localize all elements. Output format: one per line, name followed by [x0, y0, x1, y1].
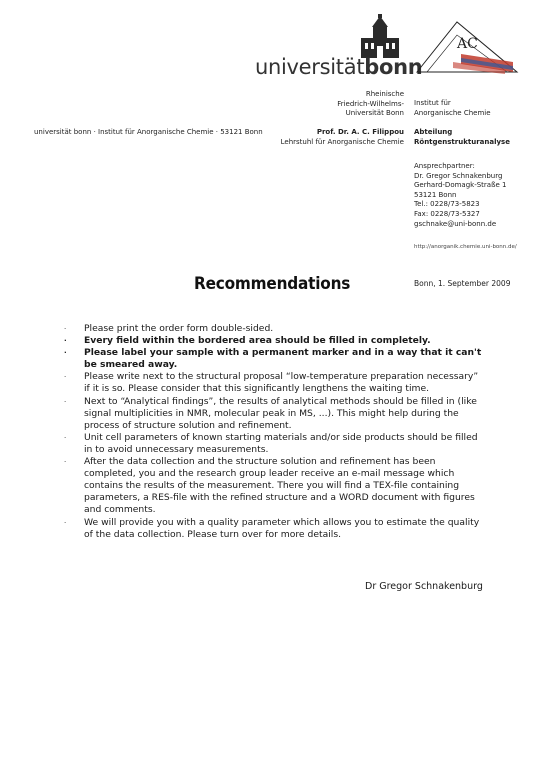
institute-name-block: [414, 99, 491, 118]
recommendation-text: Every field within the bordered area should be filled in completely.: [84, 335, 431, 347]
ac-logo-text: AC: [457, 36, 478, 52]
uni-line-2: Friedrich-Wilhelms-: [337, 99, 404, 108]
recommendation-item: [64, 371, 484, 395]
logo-text-part1: universität: [255, 55, 365, 79]
university-name-block: [300, 90, 404, 119]
department-line-2: Röntgenstrukturanalyse: [414, 137, 510, 146]
recommendation-text: Next to “Analytical findings”, the results of analytical methods should be filled in (like signal multiplicities in NMR, molecular peak in MS, ...). This might help during the process of structure solution and refinement.: [84, 395, 477, 431]
recommendation-item: [64, 432, 484, 456]
contact-person: Dr. Gregor Schnakenburg: [414, 171, 503, 180]
contact-email-link[interactable]: gschnake@uni-bonn.de: [414, 219, 497, 228]
contact-block: [414, 162, 507, 229]
professor-title: Lehrstuhl für Anorganische Chemie: [280, 137, 404, 146]
institute-url-link[interactable]: http://anorganik.chemie.uni-bonn.de/: [414, 244, 517, 250]
recommendation-item: [64, 347, 484, 371]
bullet-icon: ·: [64, 349, 67, 358]
contact-phone: Tel.: 0228/73-5823: [414, 200, 480, 209]
recommendation-item: [64, 517, 484, 541]
university-logo-text: [255, 55, 422, 79]
uni-line-1: Rheinische: [365, 90, 404, 98]
department-line-1: Abteilung: [414, 128, 453, 136]
professor-name: Prof. Dr. A. C. Filippou: [316, 128, 404, 136]
recommendation-text: Please write next to the structural proposal “low-temperature preparation necessary” if it is so. Please consider that this significantly lengthens the waiting time.: [84, 371, 479, 395]
sender-address-line: universität bonn · Institut für Anorganische Chemie · 53121 Bonn: [34, 128, 263, 136]
university-building-icon: [355, 14, 405, 58]
contact-fax: Fax: 0228/73-5327: [414, 209, 480, 218]
department-block: [414, 128, 510, 147]
recommendation-item: [64, 335, 484, 347]
ac-institute-logo-icon: [413, 18, 521, 78]
institute-line-2: Anorganische Chemie: [414, 108, 491, 117]
bullet-icon: ·: [64, 373, 67, 382]
bullet-icon: ·: [64, 433, 67, 442]
page-title: Recommendations: [194, 274, 351, 294]
document-date: Bonn, 1. September 2009: [414, 279, 511, 288]
recommendation-text: Please print the order form double-sided.: [84, 323, 274, 334]
professor-block: [250, 128, 404, 147]
recommendation-text: After the data collection and the structure solution and refinement has been completed, you and the research group leader receive an e-mail message which contains the results of the measurement. There you will find a TEX-file containing parameters, a RES-file with the refined structure and a WORD document with figures and comments.: [84, 456, 475, 516]
contact-label: Ansprechpartner:: [414, 162, 475, 170]
recommendation-text: We will provide you with a quality parameter which allows you to estimate the quality of the data collection. Please turn over for more details.: [84, 516, 480, 540]
recommendation-item: [64, 396, 484, 432]
bullet-icon: ·: [64, 518, 67, 527]
recommendation-item: [64, 323, 484, 335]
contact-city: 53121 Bonn: [414, 190, 457, 199]
bullet-icon: ·: [64, 337, 67, 346]
contact-street: Gerhard-Domagk-Straße 1: [414, 181, 507, 190]
recommendations-list: [64, 323, 484, 541]
institute-line-1: Institut für: [414, 99, 451, 107]
recommendation-text: Unit cell parameters of known starting materials and/or side products should be filled in to avoid unnecessary measurements.: [84, 431, 478, 455]
logo-text-part2: bonn: [364, 55, 423, 79]
uni-line-3: Universität Bonn: [345, 109, 404, 118]
bullet-icon: ·: [64, 325, 67, 333]
signature: Dr Gregor Schnakenburg: [365, 581, 483, 592]
recommendation-item: [64, 456, 484, 516]
recommendation-text: Please label your sample with a permanent marker and in a way that it can't be smeared away.: [84, 347, 482, 371]
bullet-icon: ·: [64, 397, 67, 406]
bullet-icon: ·: [64, 458, 67, 467]
